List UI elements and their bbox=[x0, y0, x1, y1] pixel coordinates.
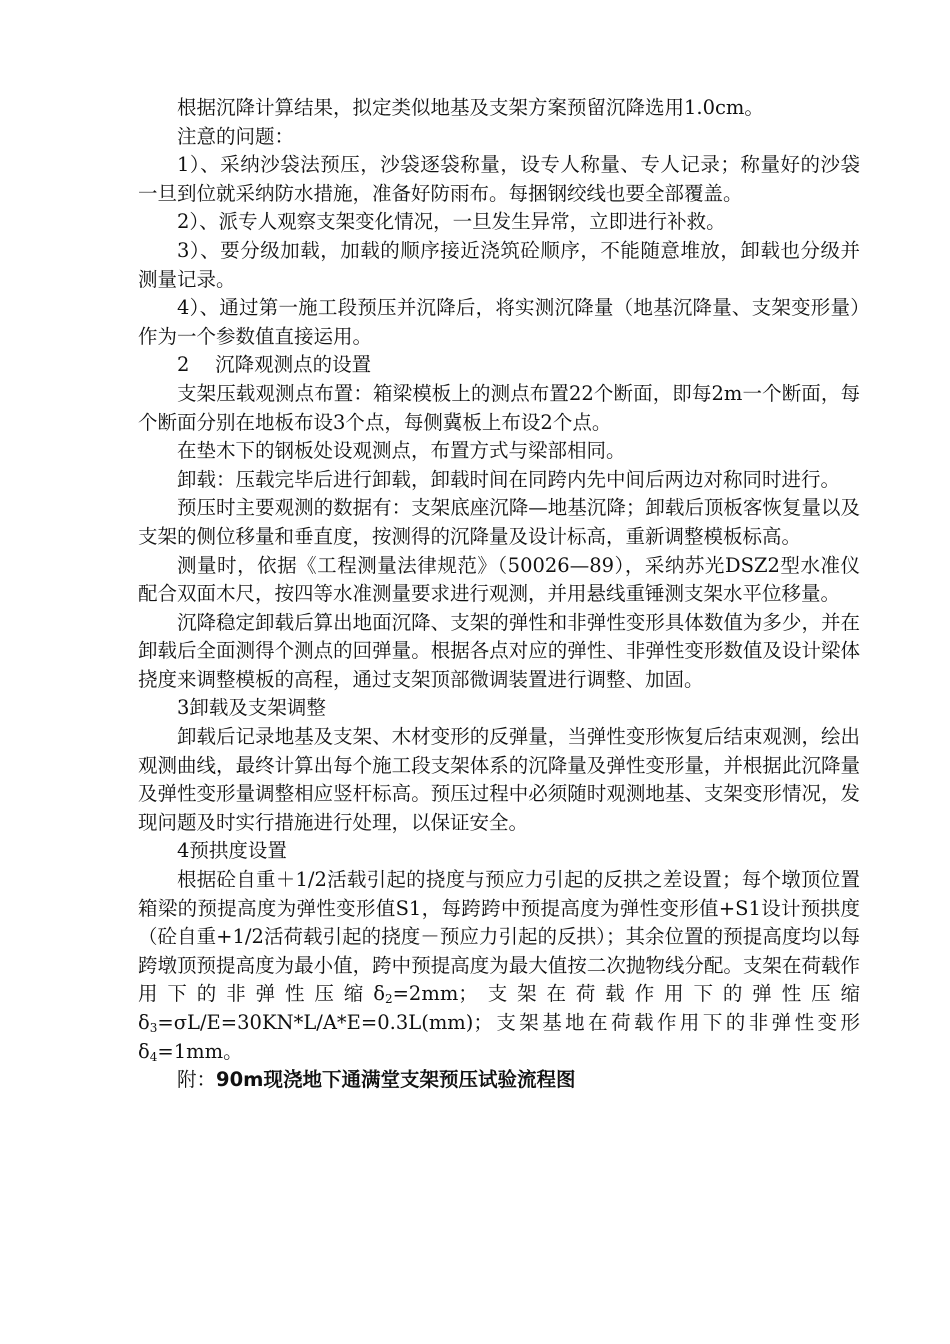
attachment-prefix: 附： bbox=[177, 1068, 217, 1092]
paragraph-attachment bbox=[138, 1066, 860, 1095]
section-heading-2: 2 沉降观测点的设置 bbox=[177, 353, 372, 377]
attachment-title: 90m现浇地下通满堂支架预压试验流程图 bbox=[216, 1068, 576, 1092]
paragraph-measurement: 测量时，依据《工程测量法律规范》（50026—89），采纳苏光DSZ2型水准仪配合双面木尺，按四等水准测量要求进行观测，并用悬线重锤测支架水平位移量。 bbox=[138, 553, 860, 606]
paragraph-observed-data: 预压时主要观测的数据有：支架底座沉降—地基沉降；卸载后顶板客恢复量以及支架的侧位移量和垂直度，按测得的沉降量及设计标高，重新调整模板标高。 bbox=[138, 496, 860, 548]
delta-subscript-3: 3 bbox=[149, 1021, 158, 1035]
paragraph-note-4: 4）、通过第一施工段预压并沉降后，将实测沉降量（地基沉降量、支架变形量）作为一个参数值直接运用。 bbox=[138, 296, 860, 348]
document-body bbox=[138, 94, 860, 1095]
delta-subscript-2: 2 bbox=[384, 992, 393, 1007]
paragraph-note-2: 2）、派专人观察支架变化情况，一旦发生异常，立即进行补救。 bbox=[177, 210, 726, 234]
section-heading-3: 3卸载及支架调整 bbox=[177, 696, 326, 720]
camber-text-c: =σL/E=30KN*L/A*E=0.3L(mm)；支架基地在荷载作用下的非弹性变形 δ bbox=[138, 1011, 860, 1063]
paragraph-notes-heading: 注意的问题： bbox=[177, 124, 295, 148]
paragraph-settlement-result: 根据沉降计算结果，拟定类似地基及支架方案预留沉降选用1.0cm。 bbox=[177, 96, 764, 119]
paragraph-camber-setting bbox=[138, 866, 860, 1066]
paragraph-unloading: 卸载：压载完毕后进行卸载，卸载时间在同跨内先中间后两边对称同时进行。 bbox=[177, 467, 841, 491]
paragraph-observation-points: 支架压载观测点布置：箱梁模板上的测点布置22个断面，即每2m一个断面，每个断面分别在地板布设3个点，每侧冀板上布设2个点。 bbox=[138, 381, 860, 434]
paragraph-note-1: 1）、采纳沙袋法预压，沙袋逐袋称量，设专人称量、专人记录；称量好的沙袋一旦到位就采纳防水措施，准备好防雨布。每捆钢绞线也要全部覆盖。 bbox=[138, 153, 860, 205]
camber-text-a: 根据砼自重＋1/2活载引起的挠度与预应力引起的反拱之差设置；每个墩顶位置箱梁的预提高度为弹性变形值S1，每跨跨中预提高度为弹性变形值+S1设计预拱度（砼自重+1/2活荷载引起的挠度－预应力引起的反拱）；其余位置的预提高度均以每跨墩顶预提高度为最小值，跨中预提高度为最大值按二次抛物线分配。支架在荷载作用下的非弹性压缩δ bbox=[138, 868, 860, 1006]
camber-text-b: =2mm；支架在荷载作用下的弹性压缩 δ bbox=[138, 982, 860, 1034]
delta-subscript-4: 4 bbox=[149, 1049, 158, 1064]
paragraph-settlement-stable: 沉降稳定卸载后算出地面沉降、支架的弹性和非弹性变形具体数值为多少，并在卸载后全面测得个测点的回弹量。根据各点对应的弹性、非弹性变形数值及设计梁体挠度来调整模板的高程，通过支架顶部微调装置进行调整、加固。 bbox=[138, 610, 860, 691]
section-heading-4: 4预拱度设置 bbox=[177, 839, 287, 863]
paragraph-note-3: 3）、要分级加载，加载的顺序接近浇筑砼顺序，不能随意堆放，卸载也分级并测量记录。 bbox=[138, 238, 860, 291]
camber-text-d: =1mm。 bbox=[157, 1039, 243, 1063]
paragraph-unloading-adjust: 卸载后记录地基及支架、木材变形的反弹量，当弹性变形恢复后结束观测，绘出观测曲线，最终计算出每个施工段支架体系的沉降量及弹性变形量，并根据此沉降量及弹性变形量调整相应竖杆标高。预压过程中必须随时观测地基、支架变形情况，发现问题及时实行措施进行处理，以保证安全。 bbox=[138, 725, 860, 834]
paragraph-steel-plate: 在垫木下的钢板处设观测点，布置方式与梁部相同。 bbox=[177, 439, 626, 463]
